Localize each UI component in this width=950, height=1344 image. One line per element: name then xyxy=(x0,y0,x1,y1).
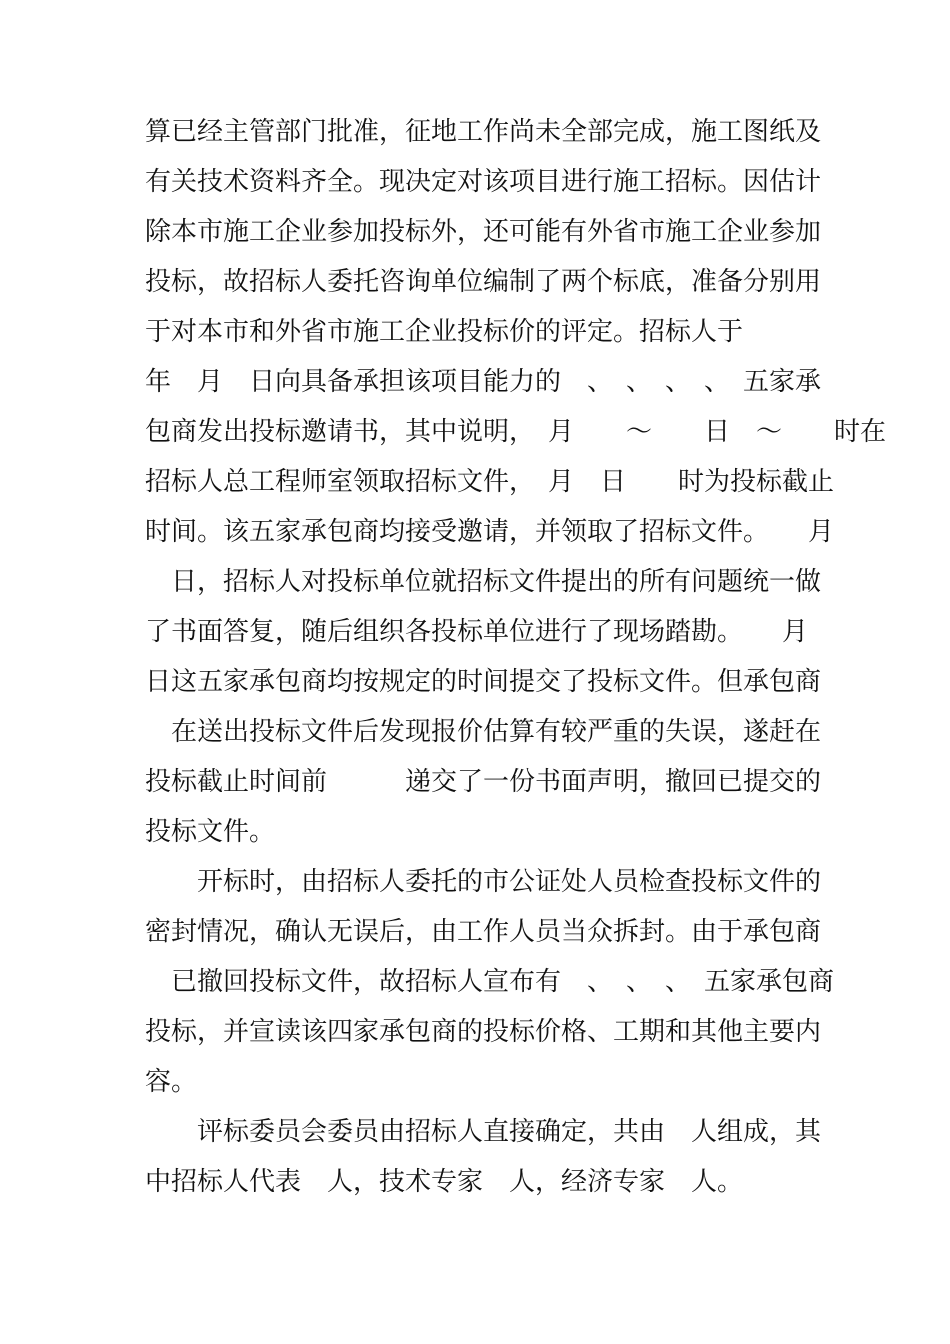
text-line: 在送出投标文件后发现报价估算有较严重的失误，遂赶在 xyxy=(145,717,822,747)
text-line: 有关技术资料齐全。现决定对该项目进行施工招标。因估计 xyxy=(145,167,822,197)
text-line: 开标时，由招标人委托的市公证处人员检查投标文件的 xyxy=(145,867,822,897)
text-line: 投标截止时间前 递交了一份书面声明，撤回已提交的 xyxy=(145,767,822,797)
text-line: 容。 xyxy=(145,1067,198,1097)
text-line: 日这五家承包商均按规定的时间提交了投标文件。但承包商 xyxy=(145,667,822,697)
text-line: 日，招标人对投标单位就招标文件提出的所有问题统一做 xyxy=(145,567,822,597)
text-line: 投标，故招标人委托咨询单位编制了两个标底，准备分别用 xyxy=(145,267,822,297)
text-line: 包商发出投标邀请书，其中说明， 月 ～ 日 ～ 时在 xyxy=(145,417,887,447)
text-line: 招标人总工程师室领取招标文件， 月 日 时为投标截止 xyxy=(145,467,835,497)
text-line: 了书面答复，随后组织各投标单位进行了现场踏勘。 月 xyxy=(145,617,809,647)
text-line: 投标文件。 xyxy=(145,817,276,847)
text-line: 投标，并宣读该四家承包商的投标价格、工期和其他主要内 xyxy=(145,1017,822,1047)
text-line: 算已经主管部门批准，征地工作尚未全部完成，施工图纸及 xyxy=(145,117,822,147)
text-line: 于对本市和外省市施工企业投标价的评定。招标人于 xyxy=(145,317,744,347)
text-line: 年 月 日向具备承担该项目能力的 、 、 、 、 五家承 xyxy=(145,367,822,397)
text-line: 评标委员会委员由招标人直接确定，共由 人组成，其 xyxy=(145,1117,822,1147)
text-line: 密封情况，确认无误后，由工作人员当众拆封。由于承包商 xyxy=(145,917,822,947)
text-line: 已撤回投标文件，故招标人宣布有 、 、 、 五家承包商 xyxy=(145,967,835,997)
text-line: 中招标人代表 人，技术专家 人，经济专家 人。 xyxy=(145,1167,744,1197)
text-line: 除本市施工企业参加投标外，还可能有外省市施工企业参加 xyxy=(145,217,822,247)
text-line: 时间。该五家承包商均接受邀请，并领取了招标文件。 月 xyxy=(145,517,835,547)
